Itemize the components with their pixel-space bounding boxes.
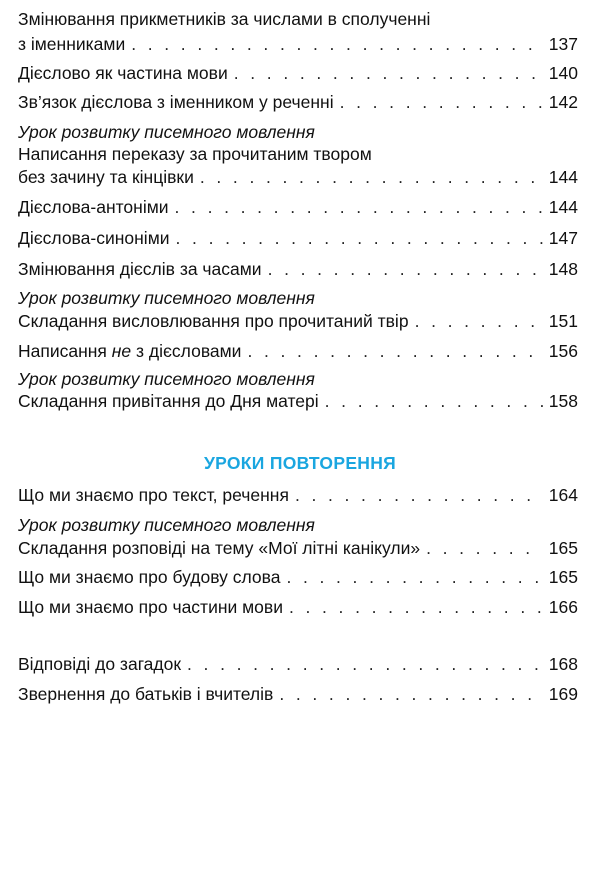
- toc-entry: [18, 166, 578, 188]
- toc-entry-title-line: Змінювання прикметників за числами в сполученні: [18, 9, 431, 29]
- toc-entry: [18, 484, 578, 506]
- toc-entry: [18, 653, 578, 675]
- dot-leader: [268, 258, 543, 280]
- toc-entry: [18, 62, 578, 84]
- toc-entry: [18, 310, 578, 332]
- title-part: з дієсловами: [131, 341, 242, 361]
- toc-entry-title: Дієслова-антоніми: [18, 197, 169, 217]
- toc-entry-page: 137: [548, 34, 578, 54]
- toc-entry-title: без зачину та кінцівки: [18, 167, 194, 187]
- toc-entry-page: 164: [548, 485, 578, 505]
- toc-entry: [18, 227, 578, 249]
- dot-leader: [295, 484, 543, 506]
- toc-entry: [18, 566, 578, 588]
- toc-entry-page: 166: [548, 597, 578, 617]
- toc-entry: [18, 596, 578, 618]
- toc-entry: [18, 91, 578, 113]
- dot-leader: [340, 91, 543, 113]
- toc-entry-title: Змінювання дієслів за часами: [18, 259, 262, 279]
- toc-entry-title: Складання розповіді на тему «Мої літні канікули»: [18, 538, 421, 558]
- toc-entry-title: Складання привітання до Дня матері: [18, 391, 319, 411]
- dot-leader: [247, 340, 542, 362]
- toc-entry: [18, 340, 578, 362]
- toc-entry-page: 165: [548, 567, 578, 587]
- toc-entry-page: 140: [548, 63, 578, 83]
- toc-entry-title: Дієслова-синоніми: [18, 228, 170, 248]
- dot-leader: [289, 596, 543, 618]
- toc-entry-page: 142: [548, 92, 578, 112]
- toc-entry: [18, 390, 578, 412]
- toc-entry-title: Складання висловлювання про прочитаний твір: [18, 311, 409, 331]
- dot-leader: [279, 683, 542, 705]
- toc-entry-page: 144: [548, 197, 578, 217]
- lesson-label: Урок розвитку писемного мовлення: [18, 122, 315, 142]
- toc-entry: [18, 33, 578, 55]
- dot-leader: [187, 653, 543, 675]
- dot-leader: [286, 566, 542, 588]
- title-emphasis: не: [111, 341, 132, 361]
- toc-entry-page: 148: [548, 259, 578, 279]
- toc-entry-title: Відповіді до загадок: [18, 654, 182, 674]
- toc-entry: [18, 196, 578, 218]
- toc-entry: [18, 683, 578, 705]
- toc-entry-title: Що ми знаємо про будову слова: [18, 567, 281, 587]
- toc-entry-title: Що ми знаємо про частини мови: [18, 597, 283, 617]
- dot-leader: [426, 537, 543, 559]
- toc-entry-page: 151: [548, 311, 578, 331]
- toc-entry-page: 147: [548, 228, 578, 248]
- lesson-label: Урок розвитку писемного мовлення: [18, 515, 315, 535]
- toc-entry-page: 165: [548, 538, 578, 558]
- lesson-label: Урок розвитку писемного мовлення: [18, 369, 315, 389]
- toc-entry: [18, 258, 578, 280]
- dot-leader: [175, 196, 543, 218]
- dot-leader: [325, 390, 543, 412]
- dot-leader: [415, 310, 543, 332]
- toc-entry-title: Зв’язок дієслова з іменником у реченні: [18, 92, 334, 112]
- toc-entry-page: 144: [548, 167, 578, 187]
- dot-leader: [234, 62, 543, 84]
- toc-entry-page: 158: [548, 391, 578, 411]
- toc-entry-title: [18, 340, 241, 362]
- lesson-label: Урок розвитку писемного мовлення: [18, 288, 315, 308]
- toc-entry-title: з іменниками: [18, 34, 126, 54]
- toc-entry-title: Дієслово як частина мови: [18, 63, 228, 83]
- toc-entry-title: Що ми знаємо про текст, речення: [18, 485, 289, 505]
- dot-leader: [131, 33, 543, 55]
- toc-entry: [18, 537, 578, 559]
- toc-entry-page: 169: [548, 684, 578, 704]
- toc-entry-page: 156: [548, 341, 578, 361]
- dot-leader: [200, 166, 543, 188]
- toc-entry-title-line: Написання переказу за прочитаним твором: [18, 144, 372, 164]
- toc-entry-title: Звернення до батьків і вчителів: [18, 684, 274, 704]
- section-title: УРОКИ ПОВТОРЕННЯ: [203, 453, 397, 473]
- dot-leader: [176, 227, 543, 249]
- toc-entry-page: 168: [548, 654, 578, 674]
- title-part: Написання: [18, 341, 112, 361]
